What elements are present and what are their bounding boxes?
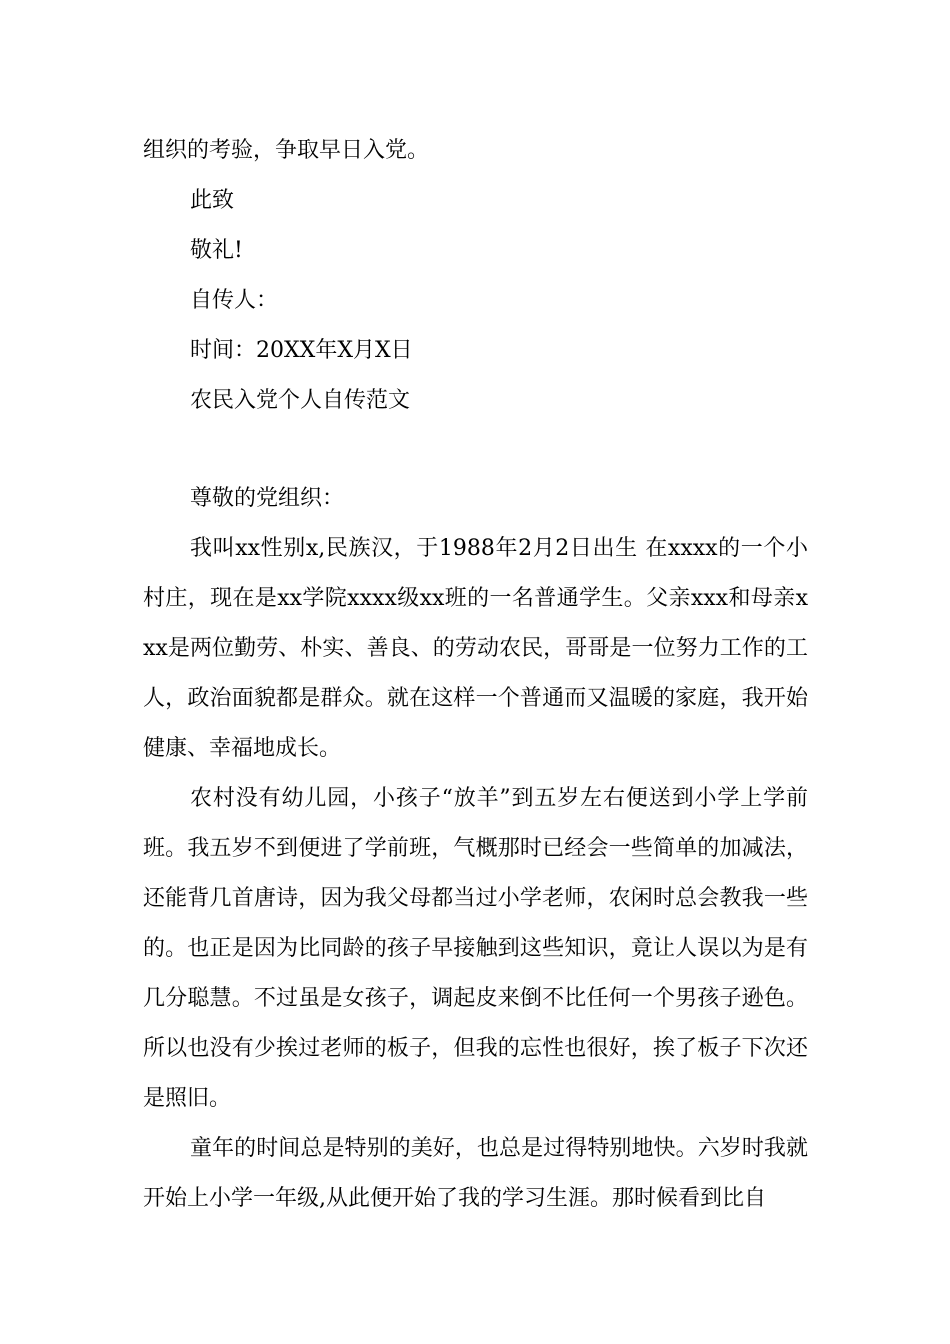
continuation-text: 组织的考验，争取早日入党。 xyxy=(143,138,430,163)
author-line xyxy=(190,276,278,326)
paragraph-2: 农村没有幼儿园，小孩子“放羊”到五岁左右便送到小学上学前班。我五岁不到便进了学前班，气概那时已经会一些简单的加减法，还能背几首唐诗，因为我父母都当过小学老师，农闲时总会教我一些的。也正是因为比同龄的孩子早接触到这些知识，竟让人误以为是有几分聪慧。不过虽是女孩子，调起皮来倒不比任何一个男孩子逊色。所以也没有少挨过老师的板子，但我的忘性也很好，挨了板子下次还是照旧。 xyxy=(143,786,808,1111)
date-line xyxy=(190,326,413,376)
continuation-line xyxy=(143,126,808,176)
greeting-text: 尊敬的党组织： xyxy=(190,486,345,511)
closing-line xyxy=(190,176,234,226)
salute-text: 敬礼! xyxy=(190,238,243,263)
closing-text: 此致 xyxy=(190,188,235,213)
date-text: 时间：20XX年X月X日 xyxy=(190,338,413,363)
author-label: 自传人： xyxy=(190,288,279,313)
article-title-text: 农民入党个人自传范文 xyxy=(190,388,411,413)
body-text xyxy=(143,524,808,1224)
article-title xyxy=(190,376,410,426)
greeting-line xyxy=(190,474,344,524)
paragraph-1: 我叫xx性别x,民族汉，于1988年2月2日出生 在xxxx的一个小村庄，现在是xx学院xxxx级xx班的一名普通学生。父亲xxx和母亲xxx是两位勤劳、朴实、善良、的劳动农民，哥哥是一位努力工作的工人，政治面貌都是群众。就在这样一个普通而又温暖的家庭，我开始健康、幸福地成长。 xyxy=(143,536,808,761)
paragraph-3: 童年的时间总是特别的美好，也总是过得特别地快。六岁时我就开始上小学一年级,从此便开始了我的学习生涯。那时候看到比自 xyxy=(143,1136,808,1211)
salute-line xyxy=(190,226,243,276)
